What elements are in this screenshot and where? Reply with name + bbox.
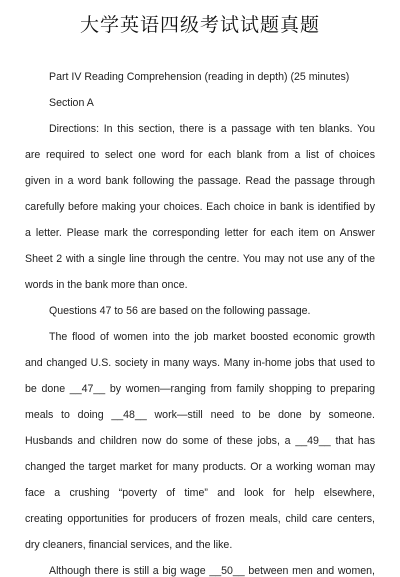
directions-line: a letter. Please mark the corresponding letter for each item on Answer (25, 227, 375, 239)
directions-line: given in a word bank following the passage. Read the passage through (25, 175, 375, 187)
passage-line: creating opportunities for producers of frozen meals, child care centers, (25, 513, 375, 525)
passage-line: meals to doing __48__ work—still need to be done by someone. (25, 409, 375, 421)
passage-line: and changed U.S. society in many ways. Many in-home jobs that used to (25, 357, 375, 369)
passage-line: The flood of women into the job market boosted economic growth (49, 331, 375, 343)
directions-line: Sheet 2 with a single line through the centre. You may not use any of the (25, 253, 375, 265)
passage-line: Husbands and children now do some of these jobs, a __49__ that has (25, 435, 375, 447)
part-heading: Part IV Reading Comprehension (reading in depth) (25 minutes) (49, 71, 350, 83)
directions-line: are required to select one word for each blank from a list of choices (25, 149, 375, 161)
section-heading: Section A (49, 97, 94, 109)
passage-line: be done __47__ by women—ranging from family shopping to preparing (25, 383, 375, 395)
page-title: 大学英语四级考试试题真题 (79, 14, 320, 36)
questions-note: Questions 47 to 56 are based on the following passage. (49, 305, 311, 317)
directions-line: Directions: In this section, there is a passage with ten blanks. You (49, 123, 375, 135)
passage-line: changed the target market for many products. Or a working woman may (25, 461, 375, 473)
passage-line: face a crushing “poverty of time” and look for help elsewhere, (25, 487, 375, 499)
passage-line: dry cleaners, financial services, and the like. (25, 539, 233, 551)
directions-line: words in the bank more than once. (25, 279, 188, 291)
document-body (25, 64, 375, 577)
passage-line: Although there is still a big wage __50__ between men and women, (49, 565, 375, 577)
directions-line: carefully before making your choices. Each choice in bank is identified by (25, 201, 375, 213)
